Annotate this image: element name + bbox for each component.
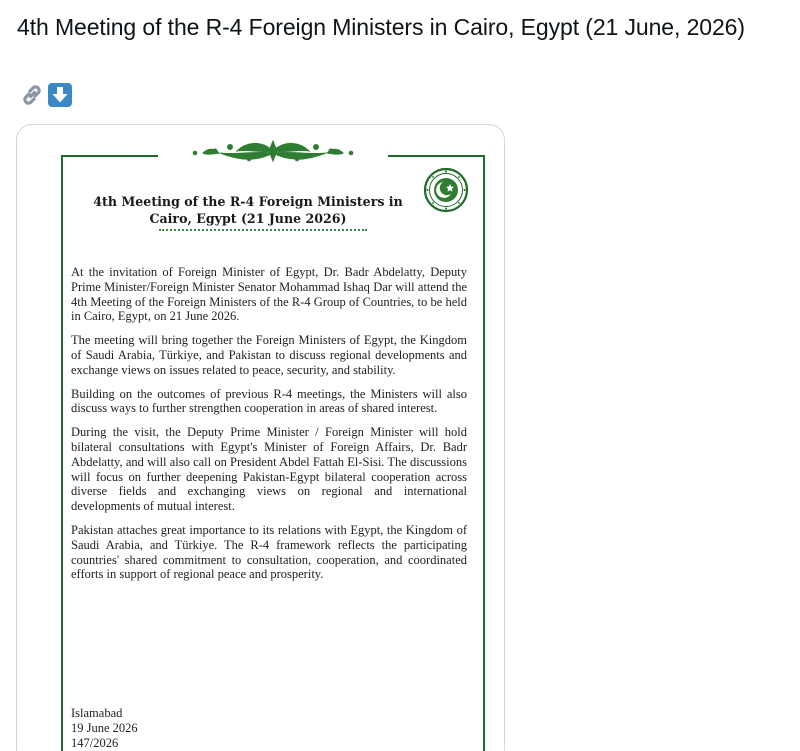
link-icon[interactable] [19, 82, 45, 108]
document-paragraph-5: Pakistan attaches great importance to its relations with Egypt, the Kingdom of Saudi Arabia, and Türkiye. The R-4 framework reflects the participating countries' shared commitment to consultation, cooperation, and coordinated efforts in support of regional peace and prosperity. [71, 522, 467, 582]
media-card[interactable] [16, 124, 505, 751]
document-place: Islamabad [71, 706, 123, 720]
title-dotted-divider [159, 229, 367, 231]
emoji-row [19, 82, 73, 108]
down-arrow-icon[interactable] [47, 82, 73, 108]
document-footer [71, 706, 271, 750]
post-title: 4th Meeting of the R-4 Foreign Ministers in Cairo, Egypt (21 June, 2026) [17, 14, 745, 40]
document-title [83, 193, 413, 227]
document-paragraph-1: At the invitation of Foreign Minister of Egypt, Dr. Badr Abdelatty, Deputy Prime Minister/Foreign Minister Senator Mohammad Ishaq Dar will attend the 4th Meeting of the Foreign Ministers of the R-4 Group of Countries, to be held in Cairo, Egypt, on 21 June 2026. [71, 265, 467, 324]
ministry-seal-icon [423, 167, 469, 213]
document-title-line-2: Cairo, Egypt (21 June 2026) [149, 211, 347, 226]
document-paragraph-2: The meeting will bring together the Foreign Ministers of Egypt, the Kingdom of Saudi Arabia, Türkiye, and Pakistan to discuss regional developments and exchange views on issues related to peace, security, and stability. [71, 333, 467, 377]
document-body [71, 265, 467, 591]
document-date: 19 June 2026 [71, 720, 138, 735]
document-paragraph-3: Building on the outcomes of previous R-4 meetings, the Ministers will also discuss ways to further strengthen cooperation in areas of shared interest. [71, 386, 467, 416]
document-reference: 147/2026 [71, 735, 119, 750]
document-paragraph-4: During the visit, the Deputy Prime Minister / Foreign Minister will hold bilateral consultations with Egypt's Minister of Foreign Affairs, Dr. Badr Abdelatty, and will also call on President Abdel Fattah El-Sisi. The discussions will focus on further deepening Pakistan-Egypt bilateral cooperation across diverse fields and exchanging views on regional and international developments of mutual interest. [71, 425, 467, 514]
document-title-line-1: 4th Meeting of the R-4 Foreign Ministers in [93, 194, 403, 209]
document-frame [61, 155, 485, 751]
floral-ornament-icon [175, 137, 371, 169]
